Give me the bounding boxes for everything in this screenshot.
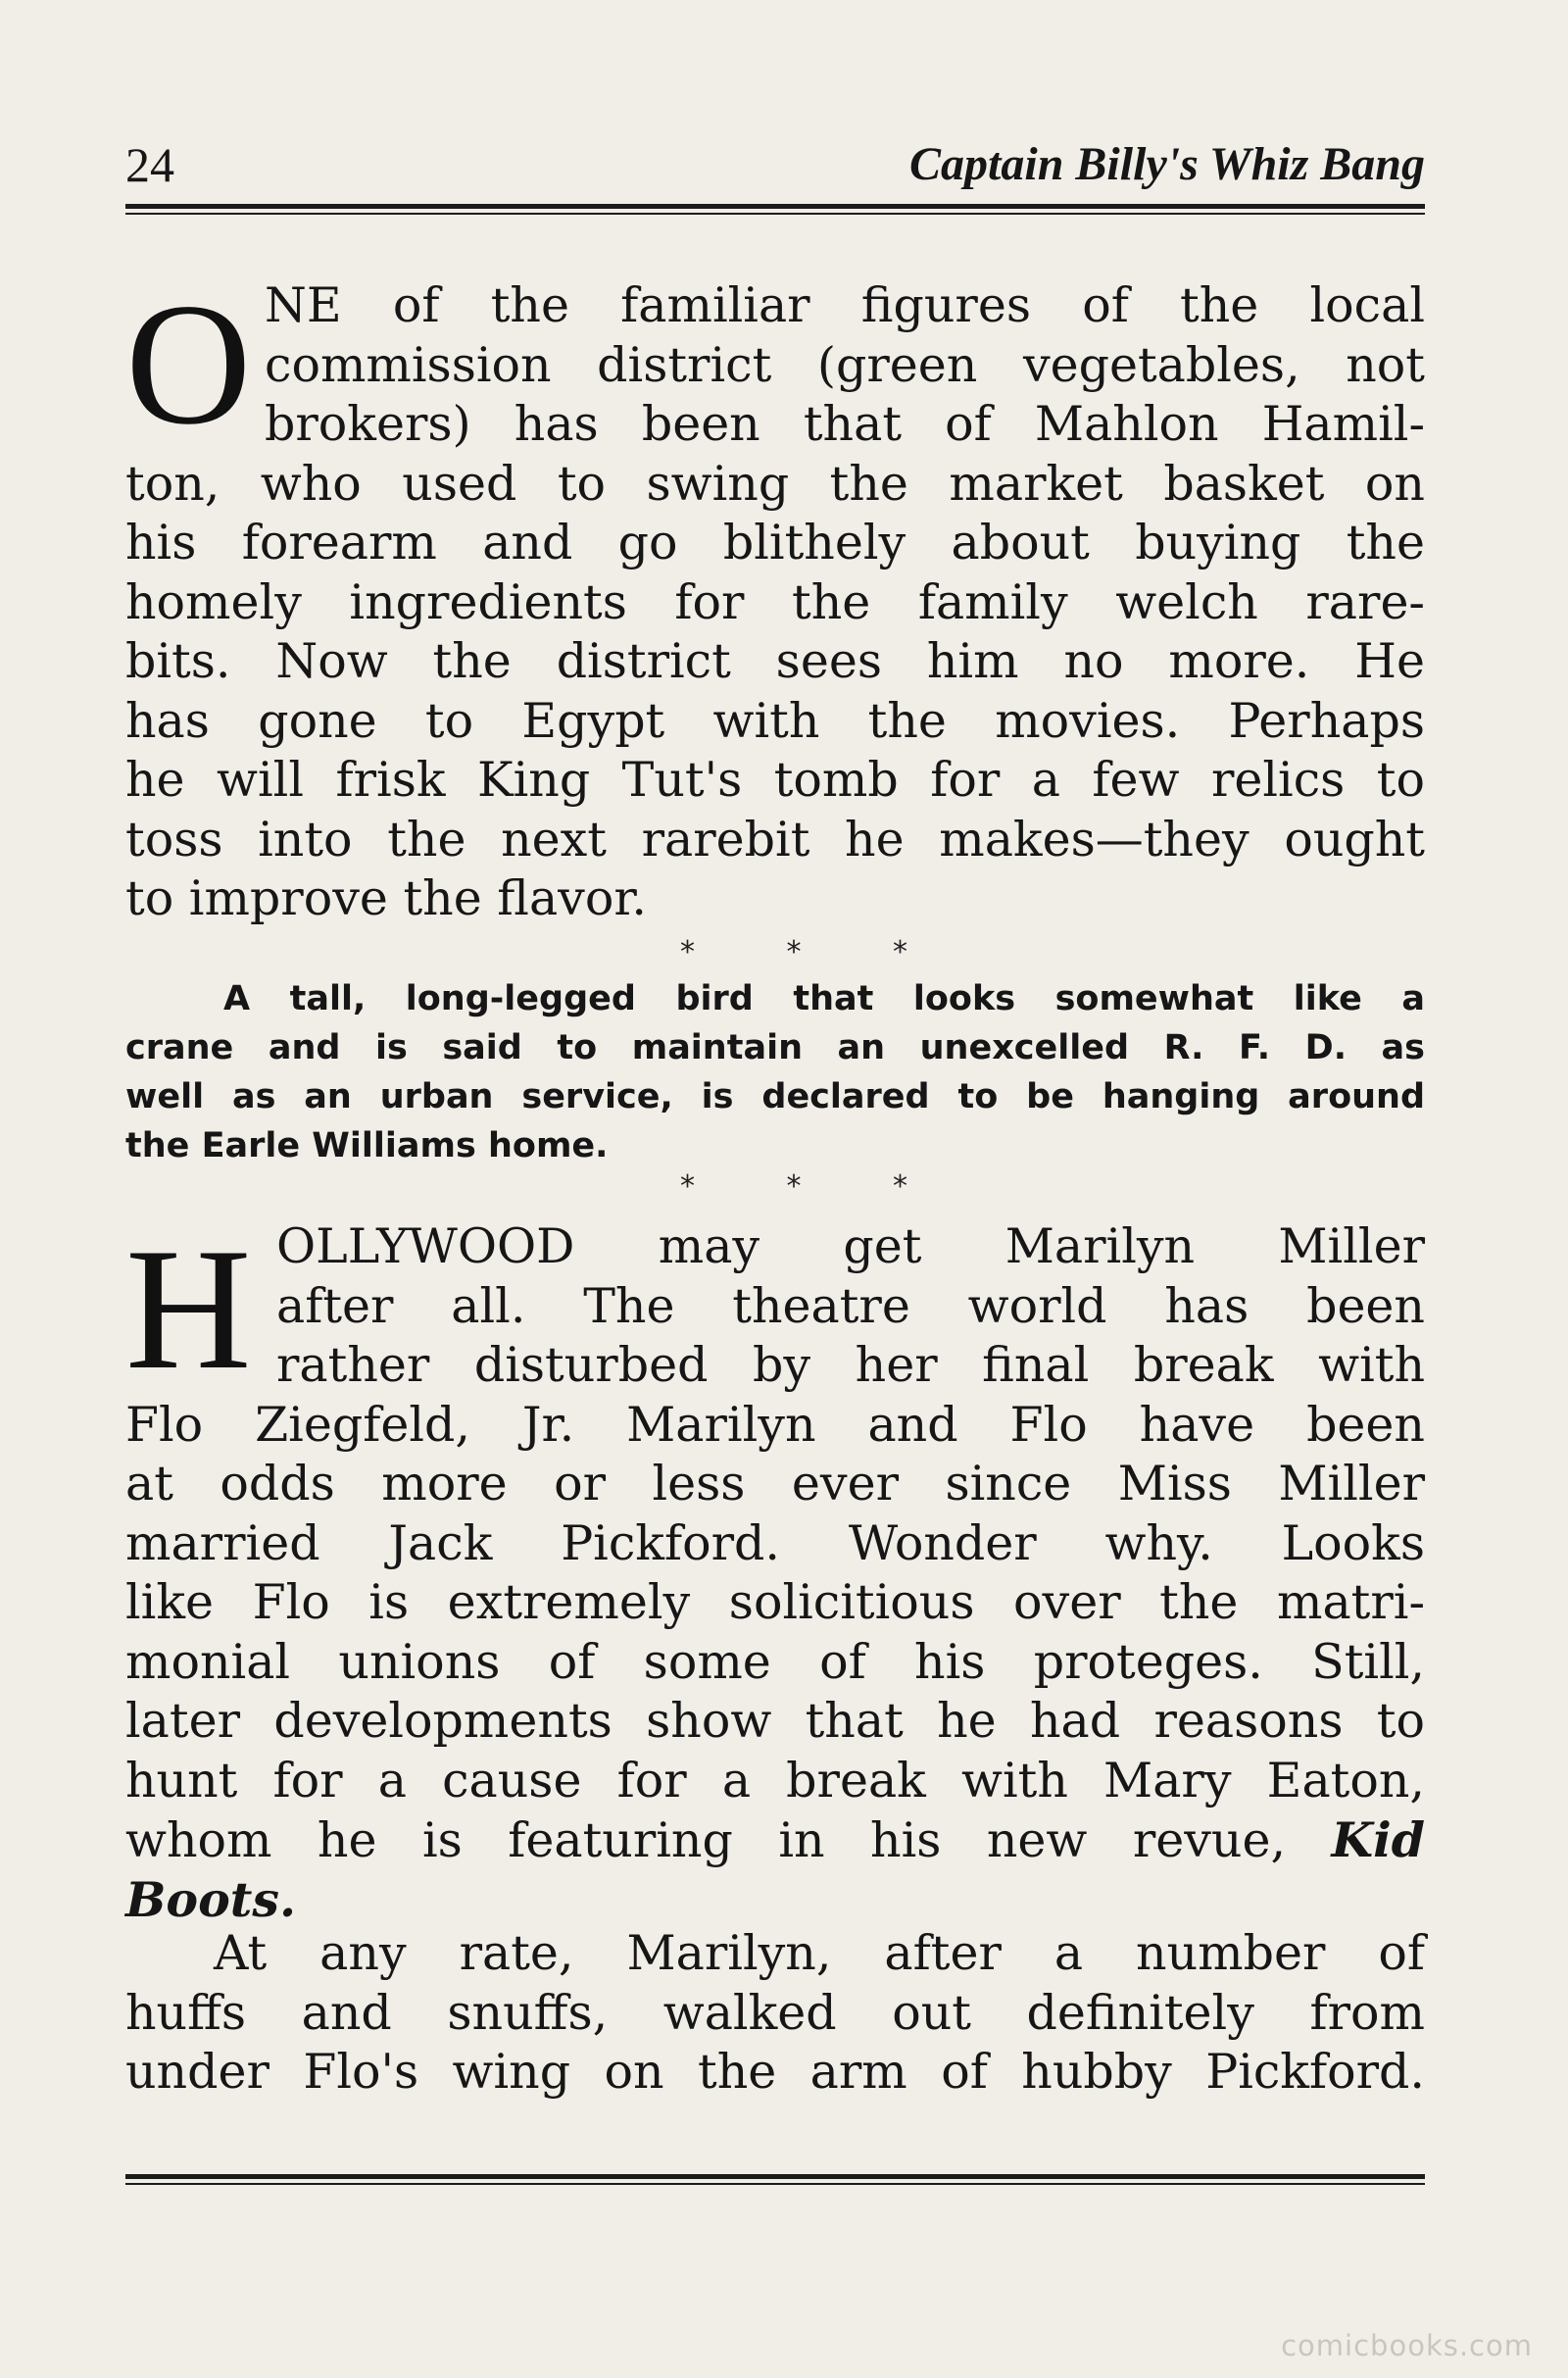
footer-rule (125, 2174, 1425, 2185)
story-line: rather disturbed by her final break with (276, 1337, 1425, 1393)
story-line (125, 1870, 1425, 1930)
story-line-with-title (125, 1810, 1425, 1870)
story-mahlon-hamilton (125, 267, 1425, 929)
story-line: NE of the familiar figures of the local (265, 277, 1425, 333)
note-line: crane and is said to maintain an unexcelled R. F. D. as (125, 1028, 1425, 1067)
story-line: ton, who used to swing the market basket on (125, 455, 1425, 512)
page-number: 24 (125, 137, 174, 192)
story-line: he will frisk King Tut's tomb for a few relics to (125, 752, 1425, 808)
story-line: later developments show that he had reasons to (125, 1693, 1425, 1749)
story-line: brokers) has been that of Mahlon Hamil- (265, 396, 1425, 452)
story-line: at odds more or less ever since Miss Miller (125, 1456, 1425, 1511)
asterisk-separator: * * * (679, 935, 950, 969)
story-line: huffs and snuffs, walked out definitely from (125, 1984, 1425, 2041)
story-line: like Flo is extremely solicitious over the matri- (125, 1574, 1425, 1630)
story-marilyn-miller (125, 1212, 1425, 1929)
note-line: the Earle Williams home. (125, 1126, 609, 1165)
story-line: married Jack Pickford. Wonder why. Looks (125, 1514, 1425, 1571)
revue-title: Kid (1331, 1811, 1425, 1868)
story-line-text: whom he is featuring in his new revue, (125, 1812, 1287, 1868)
story-line: bits. Now the district sees him no more. He (125, 633, 1425, 689)
story-line: under Flo's wing on the arm of hubby Pickford. (125, 2044, 1425, 2100)
story-line: after all. The theatre world has been (276, 1277, 1425, 1334)
header-rule (125, 204, 1425, 215)
story-line: has gone to Egypt with the movies. Perhaps (125, 692, 1425, 749)
revue-title: Boots. (125, 1870, 297, 1928)
note-line: well as an urban service, is declared to be hanging around (125, 1077, 1425, 1116)
story-line: his forearm and go blithely about buying the (125, 515, 1425, 570)
page-header (125, 135, 1425, 194)
story-line: toss into the next rarebit he makes—they ought (125, 811, 1425, 867)
story-line: OLLYWOOD may get Marilyn Miller (276, 1218, 1425, 1274)
note-line: A tall, long-legged bird that looks somewhat like a (223, 979, 1425, 1018)
story-line: homely ingredients for the family welch rare- (125, 573, 1425, 630)
story-line: At any rate, Marilyn, after a number of (214, 1925, 1425, 1981)
running-title: Captain Billy's Whiz Bang (909, 138, 1425, 190)
drop-cap: O (125, 267, 252, 461)
source-watermark: comicbooks.com (1281, 2329, 1533, 2362)
story-line: hunt for a cause for a break with Mary Eaton, (125, 1752, 1425, 1808)
story-line: to improve the flavor. (125, 870, 647, 926)
story-line: monial unions of some of his proteges. Still, (125, 1633, 1425, 1690)
note-earle-williams (125, 974, 1425, 1170)
story-line: Flo Ziegfeld, Jr. Marilyn and Flo have been (125, 1396, 1425, 1453)
drop-cap: H (125, 1212, 252, 1406)
story-line: commission district (green vegetables, not (265, 336, 1425, 393)
story-marilyn-continued (125, 1924, 1425, 2103)
asterisk-separator: * * * (679, 1169, 950, 1204)
